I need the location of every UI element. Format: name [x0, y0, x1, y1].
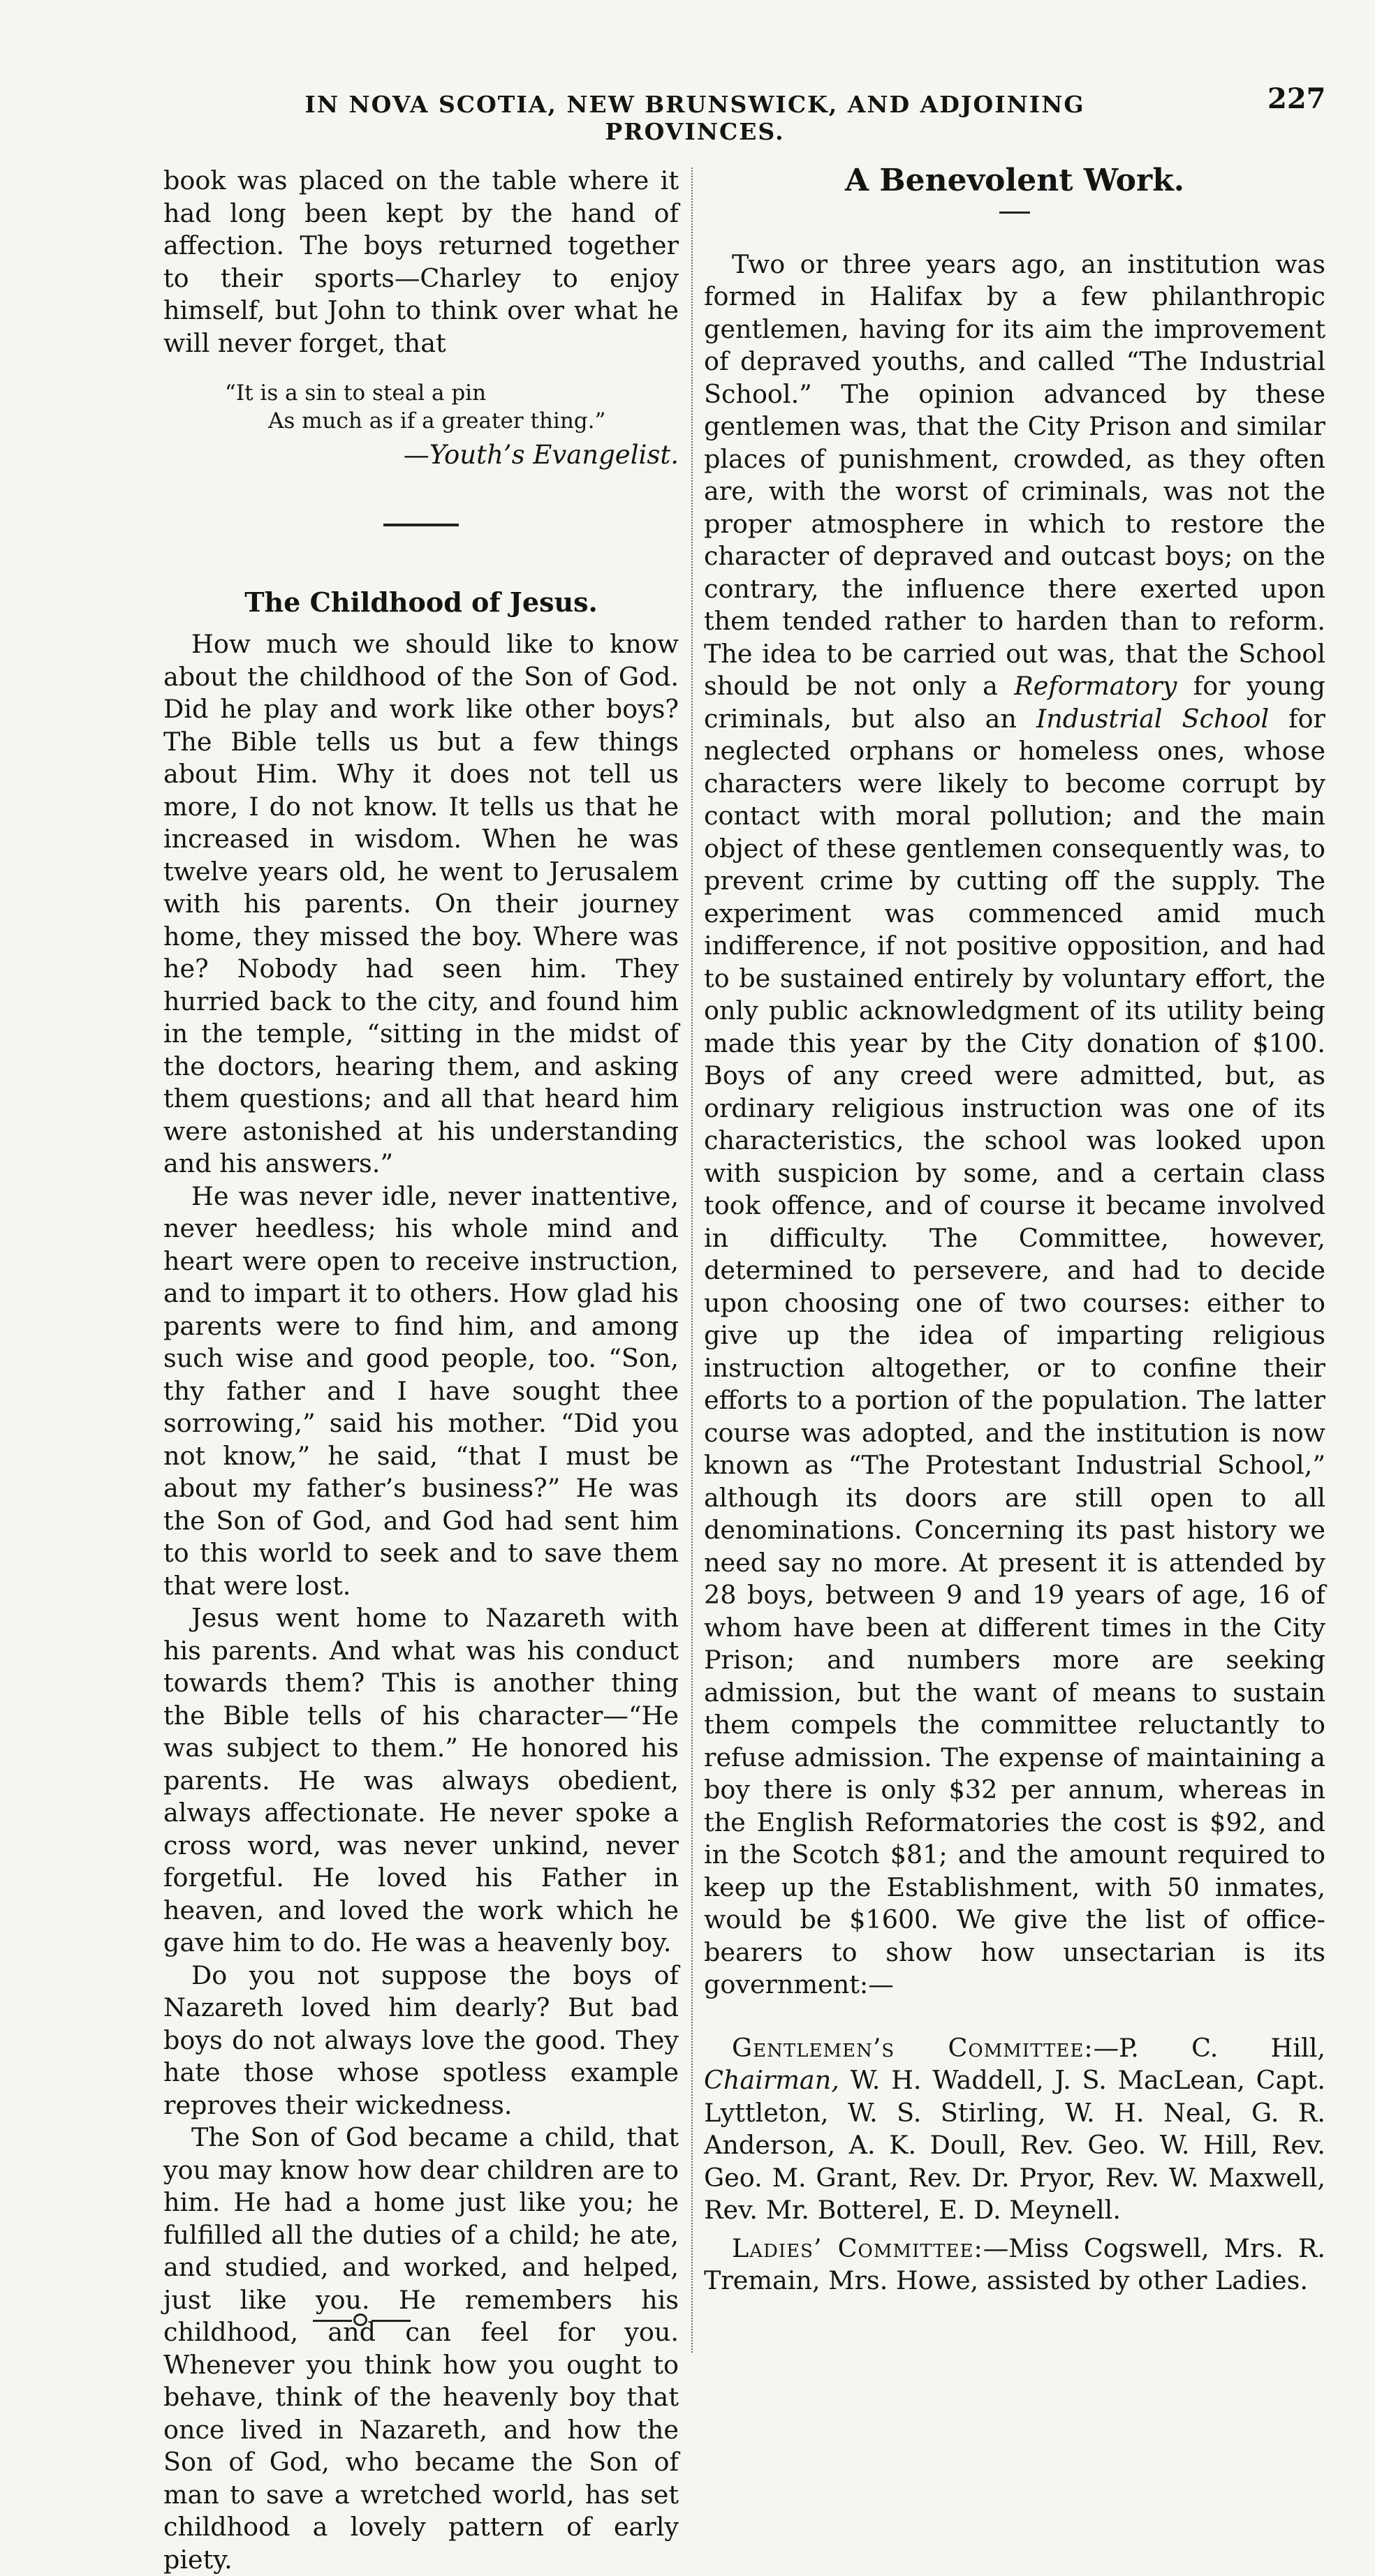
- article-paragraph: Do you not suppose the boys of Nazareth loved him dearly? But bad boys do not always love the good. They hate those whose spotless example reproves their wickedness.: [163, 1960, 679, 2120]
- opening-text: book was placed on the table where it had long been kept by the hand of affection. The boys returned together to their sports—Charley to enjoy himself, but John to think over what he will never forget, that: [163, 165, 679, 358]
- column-divider: [691, 168, 693, 2353]
- emphasis-industrial-school: Industrial School: [1036, 703, 1270, 734]
- paragraph-text: Two or three years ago, an institution was formed in Halifax by a few philanthropic gentlemen, having for its aim the improvement of depraved youths, and called “The Industrial School.” The opinion advanced by these gentlemen was, that the City Prison and similar places of punishment, crowded, as they often are, with the worst of criminals, was not the proper atmosphere in which to restore the character of depraved and outcast boys; on the contrary, the influence there exerted upon them tended rather to harden than to reform. The idea to be carried out was, that the School should be not only a: [704, 249, 1325, 701]
- ladies-committee: [704, 2233, 1325, 2297]
- emphasis-reformatory: Reformatory: [1014, 671, 1177, 701]
- left-column: [163, 165, 679, 2576]
- chairman-name: —P. C. Hill,: [1093, 2032, 1326, 2063]
- article-title: The Childhood of Jesus.: [244, 586, 598, 618]
- right-column: [704, 165, 1325, 2297]
- committee-members: —Miss Cogswell, Mrs. R. Tremain, Mrs. Howe, assisted by other Ladies.: [704, 2233, 1325, 2295]
- gentlemens-committee: [704, 2032, 1325, 2227]
- end-ornament: [313, 2314, 411, 2327]
- paragraph-text: for neglected orphans or homeless ones, whose characters were likely to become corrupt by contact with moral pollution; and the main object of these gentlemen consequently was, to prevent crime by cutting off the supply. The experiment was commenced amid much indifference, if not positive opposition, and had to be sustained entirely by voluntary effort, the only public acknowledgment of its utility being made this year by the City donation of $100. Boys of any creed were admitted, but, as ordinary religious instruction was one of its characteristics, the school was looked upon with suspicion by some, and a certain class took offence, and of course it became involved in difficulty. The Committee, however, determined to persevere, and had to decide upon choosing one of two courses: either to give up the idea of imparting religious instruction altogether, or to confine their efforts to a portion of the population. The latter course was adopted, and the institution is now known as “The Protestant Industrial School,” although its doors are still open to all denominations. Concerning its past history we need say no more. At present it is attended by 28 boys, between 9 and 19 years of age, 16 of whom have been at different times in the City Prison; and numbers more are seeking admission, but the want of means to sustain them compels the committee reluctantly to refuse admission. The expense of maintaining a boy there is only $32 per annum, whereas in the English Reformatories the cost is $92, and in the Scotch $81; and the amount required to keep up the Establishment, with 50 inmates, would be $1600. We give the list of office-bearers to show how unsectarian is its government:—: [704, 703, 1326, 1999]
- committee-members: W. H. Waddell, J. S. MacLean, Capt. Lyttleton, W. S. Stirling, W. H. Neal, G. R. Anderson, A. K. Doull, Rev. Geo. W. Hill, Rev. Geo. M. Grant, Rev. Dr. Pryor, Rev. W. Maxwell, Rev. Mr. Botterel, E. D. Meynell.: [704, 2065, 1325, 2225]
- page-number: 227: [1267, 82, 1326, 115]
- paragraph-text: for young criminals, but also an: [704, 671, 1326, 734]
- article-paragraph: He was never idle, never inattentive, never heedless; his whole mind and heart were open to receive instruction, and to impart it to others. How glad his parents were to find him, and among such wise and good people, too. “Son, thy father and I have sought thee sorrowing,” said his mother. “Did you not know,” he said, “that I must be about my father’s business?” He was the Son of God, and God had sent him to this world to seek and to save them that were lost.: [163, 1180, 679, 1601]
- article-paragraph: Jesus went home to Nazareth with his parents. And what was his conduct towards them? This is another thing the Bible tells of his character—“He was subject to them.” He honored his parents. He was always obedient, always affectionate. He never spoke a cross word, was never unkind, never forgetful. He loved his Father in heaven, and loved the work which he gave him to do. He was a heavenly boy.: [163, 1603, 679, 1957]
- running-head: IN NOVA SCOTIA, NEW BRUNSWICK, AND ADJOINING PROVINCES.: [304, 91, 1085, 145]
- attribution: —Youth’s Evangelist.: [403, 440, 679, 470]
- verse-line: “It is a sin to steal a pin: [225, 380, 487, 406]
- article-paragraph: How much we should like to know about the childhood of the Son of God. Did he play and work like other boys? The Bible tells us but a few things about Him. Why it does not tell us more, I do not know. It tells us that he increased in wisdom. When he was twelve years old, he went to Jerusalem with his parents. On their journey home, they missed the boy. Where was he? Nobody had seen him. They hurried back to the city, and found him in the temple, “sitting in the midst of the doctors, hearing them, and asking them questions; and all that heard him were astonished at his understanding and his answers.”: [163, 629, 679, 1178]
- article-paragraph: [704, 249, 1325, 2001]
- verse-quote: [163, 379, 679, 435]
- chairman-title: Chairman,: [704, 2065, 839, 2095]
- article-paragraph: The Son of God became a child, that you may know how dear children are to him. He had a home just like you; he fulfilled all the duties of a child; he ate, and studied, and worked, and helped, just like you. He remembers his childhood, and can feel for you. Whenever you think how you ought to behave, think of the heavenly boy that once lived in Nazareth, and how the Son of God, who became the Son of man to save a wretched world, has set childhood a lovely pattern of early piety.: [163, 2122, 679, 2575]
- verse-line: As much as if a greater thing.”: [268, 408, 606, 434]
- committee-label: Ladies’ Committee:: [732, 2233, 983, 2263]
- section-divider: [383, 524, 459, 526]
- article-title: A Benevolent Work.: [844, 163, 1185, 198]
- title-dash: [999, 212, 1030, 214]
- committee-label: Gentlemen’s Committee:: [732, 2032, 1094, 2063]
